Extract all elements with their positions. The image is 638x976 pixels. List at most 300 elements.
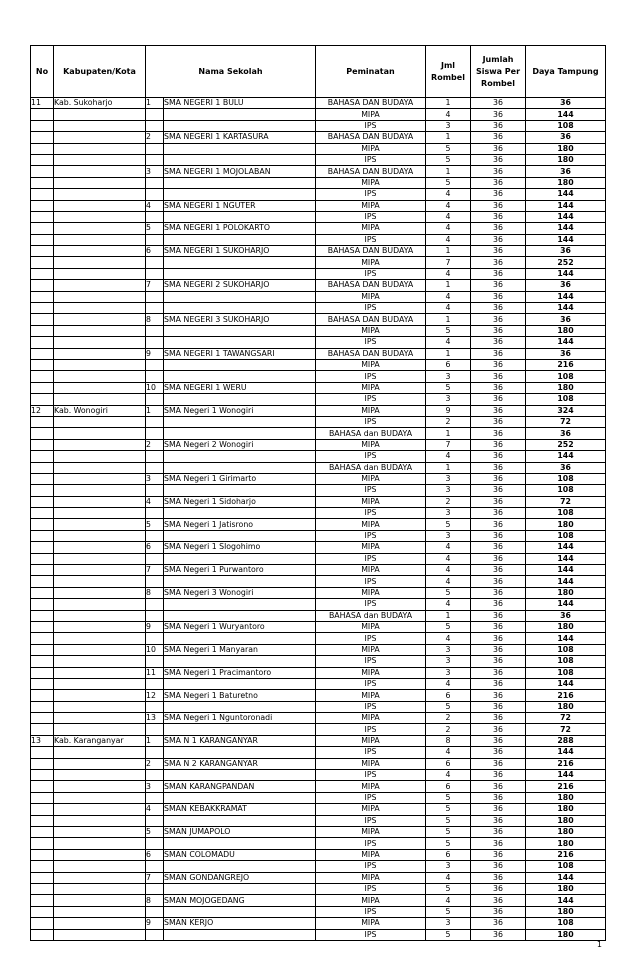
table-row	[31, 621, 606, 632]
cell-jml-rombel: 5	[426, 177, 471, 188]
cell-peminatan: IPS	[316, 633, 426, 644]
cell-jumlah-siswa: 36	[471, 200, 526, 211]
cell-school-name: SMAN GONDANGREJO	[164, 872, 316, 883]
cell-jumlah-siswa: 36	[471, 325, 526, 336]
cell-daya-tampung: 36	[526, 348, 606, 359]
cell-school-name	[164, 120, 316, 131]
cell-school-number: 1	[146, 98, 164, 109]
cell-no	[31, 747, 54, 758]
table-row	[31, 781, 606, 792]
cell-school-name: SMA Negeri 1 Purwantoro	[164, 565, 316, 576]
cell-peminatan: IPS	[316, 747, 426, 758]
cell-no	[31, 177, 54, 188]
cell-daya-tampung: 36	[526, 610, 606, 621]
cell-no	[31, 633, 54, 644]
cell-daya-tampung: 180	[526, 701, 606, 712]
cell-school-number	[146, 530, 164, 541]
cell-daya-tampung: 144	[526, 678, 606, 689]
cell-no	[31, 234, 54, 245]
cell-peminatan: IPS	[316, 211, 426, 222]
table-row	[31, 109, 606, 120]
cell-no	[31, 872, 54, 883]
cell-no	[31, 280, 54, 291]
cell-peminatan: IPS	[316, 234, 426, 245]
cell-kabupaten	[54, 838, 146, 849]
cell-peminatan: MIPA	[316, 223, 426, 234]
cell-peminatan: MIPA	[316, 667, 426, 678]
cell-daya-tampung: 108	[526, 371, 606, 382]
cell-kabupaten	[54, 883, 146, 894]
cell-daya-tampung: 180	[526, 838, 606, 849]
cell-jumlah-siswa: 36	[471, 371, 526, 382]
table-row	[31, 633, 606, 644]
cell-school-number	[146, 359, 164, 370]
cell-school-name: SMA Negeri 1 Manyaran	[164, 644, 316, 655]
cell-no	[31, 268, 54, 279]
cell-jml-rombel: 1	[426, 462, 471, 473]
cell-peminatan: IPS	[316, 416, 426, 427]
cell-school-number	[146, 189, 164, 200]
cell-no	[31, 827, 54, 838]
cell-jml-rombel: 5	[426, 621, 471, 632]
cell-school-number: 8	[146, 587, 164, 598]
table-row	[31, 268, 606, 279]
cell-peminatan: MIPA	[316, 690, 426, 701]
cell-jml-rombel: 1	[426, 314, 471, 325]
cell-school-number	[146, 599, 164, 610]
cell-school-name: SMA NEGERI 1 MOJOLABAN	[164, 166, 316, 177]
cell-peminatan: IPS	[316, 189, 426, 200]
table-row	[31, 120, 606, 131]
cell-school-number: 6	[146, 849, 164, 860]
cell-kabupaten	[54, 770, 146, 781]
cell-jumlah-siswa: 36	[471, 690, 526, 701]
cell-jumlah-siswa: 36	[471, 735, 526, 746]
cell-kabupaten	[54, 325, 146, 336]
cell-school-name: SMAN KERJO	[164, 918, 316, 929]
cell-school-number	[146, 462, 164, 473]
cell-peminatan: IPS	[316, 929, 426, 940]
cell-peminatan: BAHASA DAN BUDAYA	[316, 314, 426, 325]
cell-daya-tampung: 324	[526, 405, 606, 416]
cell-jumlah-siswa: 36	[471, 678, 526, 689]
cell-peminatan: MIPA	[316, 405, 426, 416]
cell-school-name	[164, 257, 316, 268]
cell-kabupaten	[54, 508, 146, 519]
school-capacity-table	[30, 45, 606, 941]
table-row	[31, 690, 606, 701]
cell-school-name: SMAN KARANGPANDAN	[164, 781, 316, 792]
cell-school-name	[164, 416, 316, 427]
cell-school-name	[164, 189, 316, 200]
cell-jumlah-siswa: 36	[471, 883, 526, 894]
cell-peminatan: MIPA	[316, 143, 426, 154]
table-row	[31, 303, 606, 314]
table-row	[31, 770, 606, 781]
cell-no	[31, 359, 54, 370]
cell-jml-rombel: 6	[426, 781, 471, 792]
cell-kabupaten	[54, 587, 146, 598]
cell-school-name: SMA NEGERI 1 KARTASURA	[164, 132, 316, 143]
cell-kabupaten	[54, 781, 146, 792]
cell-kabupaten	[54, 314, 146, 325]
cell-no	[31, 667, 54, 678]
cell-daya-tampung: 144	[526, 633, 606, 644]
cell-school-number: 7	[146, 565, 164, 576]
cell-jml-rombel: 5	[426, 382, 471, 393]
cell-jumlah-siswa: 36	[471, 109, 526, 120]
cell-kabupaten	[54, 132, 146, 143]
cell-school-number: 5	[146, 223, 164, 234]
cell-peminatan: MIPA	[316, 565, 426, 576]
table-row	[31, 804, 606, 815]
cell-peminatan: IPS	[316, 656, 426, 667]
cell-daya-tampung: 216	[526, 690, 606, 701]
table-row	[31, 382, 606, 393]
cell-peminatan: IPS	[316, 861, 426, 872]
table-row	[31, 143, 606, 154]
cell-jumlah-siswa: 36	[471, 565, 526, 576]
cell-kabupaten	[54, 485, 146, 496]
cell-daya-tampung: 180	[526, 906, 606, 917]
cell-school-name	[164, 838, 316, 849]
cell-no	[31, 291, 54, 302]
cell-peminatan: IPS	[316, 815, 426, 826]
cell-jml-rombel: 4	[426, 747, 471, 758]
cell-school-number	[146, 861, 164, 872]
cell-school-number	[146, 143, 164, 154]
cell-daya-tampung: 216	[526, 781, 606, 792]
cell-daya-tampung: 144	[526, 337, 606, 348]
cell-school-number	[146, 257, 164, 268]
cell-kabupaten	[54, 234, 146, 245]
cell-jml-rombel: 1	[426, 98, 471, 109]
cell-school-number: 6	[146, 246, 164, 257]
cell-school-name	[164, 177, 316, 188]
cell-daya-tampung: 144	[526, 109, 606, 120]
cell-daya-tampung: 72	[526, 416, 606, 427]
table-row	[31, 644, 606, 655]
cell-jml-rombel: 3	[426, 394, 471, 405]
cell-daya-tampung: 144	[526, 747, 606, 758]
cell-no	[31, 211, 54, 222]
cell-school-name	[164, 553, 316, 564]
cell-school-name	[164, 633, 316, 644]
cell-no	[31, 861, 54, 872]
cell-jml-rombel: 2	[426, 416, 471, 427]
table-row	[31, 599, 606, 610]
cell-school-number: 9	[146, 918, 164, 929]
table-row	[31, 724, 606, 735]
cell-jumlah-siswa: 36	[471, 303, 526, 314]
cell-kabupaten	[54, 268, 146, 279]
cell-daya-tampung: 180	[526, 815, 606, 826]
table-row	[31, 223, 606, 234]
cell-jumlah-siswa: 36	[471, 918, 526, 929]
cell-school-number: 3	[146, 166, 164, 177]
cell-school-name: SMAN JUMAPOLO	[164, 827, 316, 838]
cell-peminatan: MIPA	[316, 713, 426, 724]
cell-no	[31, 587, 54, 598]
cell-kabupaten	[54, 257, 146, 268]
cell-peminatan: IPS	[316, 337, 426, 348]
table-row	[31, 428, 606, 439]
cell-kabupaten	[54, 462, 146, 473]
cell-jumlah-siswa: 36	[471, 770, 526, 781]
cell-jml-rombel: 4	[426, 770, 471, 781]
cell-kabupaten	[54, 519, 146, 530]
cell-jumlah-siswa: 36	[471, 280, 526, 291]
cell-daya-tampung: 144	[526, 303, 606, 314]
cell-school-name: SMA Negeri 1 Baturetno	[164, 690, 316, 701]
cell-jumlah-siswa: 36	[471, 382, 526, 393]
cell-no	[31, 223, 54, 234]
cell-kabupaten	[54, 416, 146, 427]
cell-jumlah-siswa: 36	[471, 428, 526, 439]
cell-no	[31, 838, 54, 849]
cell-jml-rombel: 5	[426, 906, 471, 917]
cell-school-number	[146, 428, 164, 439]
cell-school-name	[164, 428, 316, 439]
header-kabupaten: Kabupaten/Kota	[54, 46, 146, 98]
cell-no	[31, 656, 54, 667]
cell-no	[31, 416, 54, 427]
cell-daya-tampung: 36	[526, 462, 606, 473]
cell-school-number: 3	[146, 473, 164, 484]
cell-school-number	[146, 154, 164, 165]
cell-jumlah-siswa: 36	[471, 485, 526, 496]
cell-school-name	[164, 508, 316, 519]
cell-school-number	[146, 633, 164, 644]
cell-kabupaten	[54, 200, 146, 211]
cell-no: 12	[31, 405, 54, 416]
cell-school-name	[164, 451, 316, 462]
header-jumlah-siswa: Jumlah Siswa Per Rombel	[471, 46, 526, 98]
cell-kabupaten	[54, 337, 146, 348]
cell-jml-rombel: 4	[426, 678, 471, 689]
cell-school-name	[164, 815, 316, 826]
cell-kabupaten	[54, 223, 146, 234]
cell-school-number	[146, 177, 164, 188]
cell-peminatan: MIPA	[316, 621, 426, 632]
cell-school-name	[164, 929, 316, 940]
cell-daya-tampung: 180	[526, 154, 606, 165]
cell-jumlah-siswa: 36	[471, 416, 526, 427]
cell-kabupaten	[54, 815, 146, 826]
cell-peminatan: IPS	[316, 154, 426, 165]
cell-school-name: SMA N 1 KARANGANYAR	[164, 735, 316, 746]
cell-jml-rombel: 4	[426, 291, 471, 302]
cell-kabupaten	[54, 109, 146, 120]
cell-no	[31, 849, 54, 860]
cell-daya-tampung: 36	[526, 280, 606, 291]
cell-school-name	[164, 394, 316, 405]
cell-no	[31, 906, 54, 917]
cell-kabupaten	[54, 667, 146, 678]
cell-daya-tampung: 144	[526, 234, 606, 245]
cell-school-name	[164, 371, 316, 382]
cell-no	[31, 519, 54, 530]
table-row	[31, 701, 606, 712]
cell-kabupaten	[54, 576, 146, 587]
cell-no	[31, 200, 54, 211]
cell-daya-tampung: 72	[526, 724, 606, 735]
cell-school-number	[146, 451, 164, 462]
cell-jumlah-siswa: 36	[471, 701, 526, 712]
cell-peminatan: IPS	[316, 838, 426, 849]
cell-daya-tampung: 108	[526, 485, 606, 496]
cell-jumlah-siswa: 36	[471, 451, 526, 462]
cell-peminatan: MIPA	[316, 200, 426, 211]
cell-school-name	[164, 268, 316, 279]
cell-school-number	[146, 553, 164, 564]
cell-peminatan: MIPA	[316, 325, 426, 336]
cell-daya-tampung: 252	[526, 439, 606, 450]
cell-daya-tampung: 252	[526, 257, 606, 268]
cell-no	[31, 804, 54, 815]
cell-daya-tampung: 108	[526, 918, 606, 929]
table-row	[31, 815, 606, 826]
cell-peminatan: IPS	[316, 792, 426, 803]
table-row	[31, 929, 606, 940]
cell-school-name	[164, 792, 316, 803]
cell-no	[31, 678, 54, 689]
cell-jml-rombel: 5	[426, 519, 471, 530]
table-row	[31, 177, 606, 188]
cell-daya-tampung: 216	[526, 849, 606, 860]
cell-no: 13	[31, 735, 54, 746]
cell-school-number	[146, 234, 164, 245]
cell-school-name	[164, 747, 316, 758]
table-row	[31, 906, 606, 917]
cell-jumlah-siswa: 36	[471, 621, 526, 632]
cell-no	[31, 792, 54, 803]
cell-kabupaten	[54, 280, 146, 291]
cell-daya-tampung: 144	[526, 291, 606, 302]
cell-jumlah-siswa: 36	[471, 519, 526, 530]
cell-jml-rombel: 5	[426, 792, 471, 803]
cell-school-number: 13	[146, 713, 164, 724]
cell-school-name: SMA Negeri 1 Pracimantoro	[164, 667, 316, 678]
table-row	[31, 827, 606, 838]
cell-school-name: SMA NEGERI 1 TAWANGSARI	[164, 348, 316, 359]
table-row	[31, 667, 606, 678]
cell-jumlah-siswa: 36	[471, 656, 526, 667]
cell-no	[31, 610, 54, 621]
table-row	[31, 246, 606, 257]
cell-jml-rombel: 5	[426, 325, 471, 336]
cell-school-name	[164, 599, 316, 610]
cell-kabupaten	[54, 439, 146, 450]
cell-jml-rombel: 4	[426, 234, 471, 245]
table-row	[31, 394, 606, 405]
table-row	[31, 576, 606, 587]
cell-jml-rombel: 4	[426, 599, 471, 610]
cell-school-name: SMA Negeri 1 Girimarto	[164, 473, 316, 484]
cell-jumlah-siswa: 36	[471, 827, 526, 838]
cell-school-number	[146, 303, 164, 314]
cell-daya-tampung: 144	[526, 872, 606, 883]
cell-school-number: 4	[146, 804, 164, 815]
cell-jumlah-siswa: 36	[471, 849, 526, 860]
cell-jumlah-siswa: 36	[471, 861, 526, 872]
cell-no	[31, 485, 54, 496]
cell-school-name: SMA Negeri 2 Wonogiri	[164, 439, 316, 450]
cell-peminatan: MIPA	[316, 542, 426, 553]
cell-school-number: 10	[146, 644, 164, 655]
cell-school-number	[146, 109, 164, 120]
cell-daya-tampung: 36	[526, 246, 606, 257]
cell-school-name	[164, 678, 316, 689]
table-row	[31, 371, 606, 382]
cell-jml-rombel: 6	[426, 359, 471, 370]
cell-jml-rombel: 3	[426, 644, 471, 655]
cell-school-name	[164, 530, 316, 541]
cell-jml-rombel: 6	[426, 758, 471, 769]
cell-daya-tampung: 144	[526, 451, 606, 462]
cell-no	[31, 929, 54, 940]
cell-kabupaten	[54, 473, 146, 484]
cell-no	[31, 781, 54, 792]
cell-kabupaten	[54, 371, 146, 382]
cell-school-number	[146, 291, 164, 302]
cell-kabupaten	[54, 633, 146, 644]
table-row	[31, 462, 606, 473]
cell-jumlah-siswa: 36	[471, 189, 526, 200]
cell-school-number	[146, 120, 164, 131]
cell-jumlah-siswa: 36	[471, 405, 526, 416]
cell-peminatan: IPS	[316, 599, 426, 610]
cell-peminatan: IPS	[316, 303, 426, 314]
cell-daya-tampung: 144	[526, 599, 606, 610]
cell-kabupaten	[54, 211, 146, 222]
cell-jml-rombel: 5	[426, 587, 471, 598]
cell-kabupaten	[54, 849, 146, 860]
cell-jml-rombel: 4	[426, 268, 471, 279]
cell-daya-tampung: 144	[526, 565, 606, 576]
cell-no	[31, 314, 54, 325]
cell-school-name: SMA Negeri 1 Wonogiri	[164, 405, 316, 416]
cell-school-name	[164, 325, 316, 336]
cell-daya-tampung: 180	[526, 929, 606, 940]
cell-no	[31, 451, 54, 462]
cell-school-name	[164, 656, 316, 667]
cell-peminatan: MIPA	[316, 918, 426, 929]
cell-jumlah-siswa: 36	[471, 838, 526, 849]
cell-kabupaten	[54, 656, 146, 667]
cell-school-number	[146, 325, 164, 336]
cell-jml-rombel: 7	[426, 439, 471, 450]
cell-jumlah-siswa: 36	[471, 394, 526, 405]
cell-jumlah-siswa: 36	[471, 314, 526, 325]
cell-jumlah-siswa: 36	[471, 929, 526, 940]
cell-school-number: 7	[146, 280, 164, 291]
table-row	[31, 98, 606, 109]
cell-daya-tampung: 144	[526, 576, 606, 587]
cell-peminatan: IPS	[316, 576, 426, 587]
cell-kabupaten	[54, 918, 146, 929]
cell-school-number: 2	[146, 439, 164, 450]
table-row	[31, 416, 606, 427]
cell-jml-rombel: 3	[426, 530, 471, 541]
cell-jumlah-siswa: 36	[471, 268, 526, 279]
table-row	[31, 314, 606, 325]
cell-kabupaten	[54, 154, 146, 165]
cell-jml-rombel: 4	[426, 542, 471, 553]
cell-no	[31, 883, 54, 894]
table-row	[31, 359, 606, 370]
cell-school-name: SMA NEGERI 1 BULU	[164, 98, 316, 109]
